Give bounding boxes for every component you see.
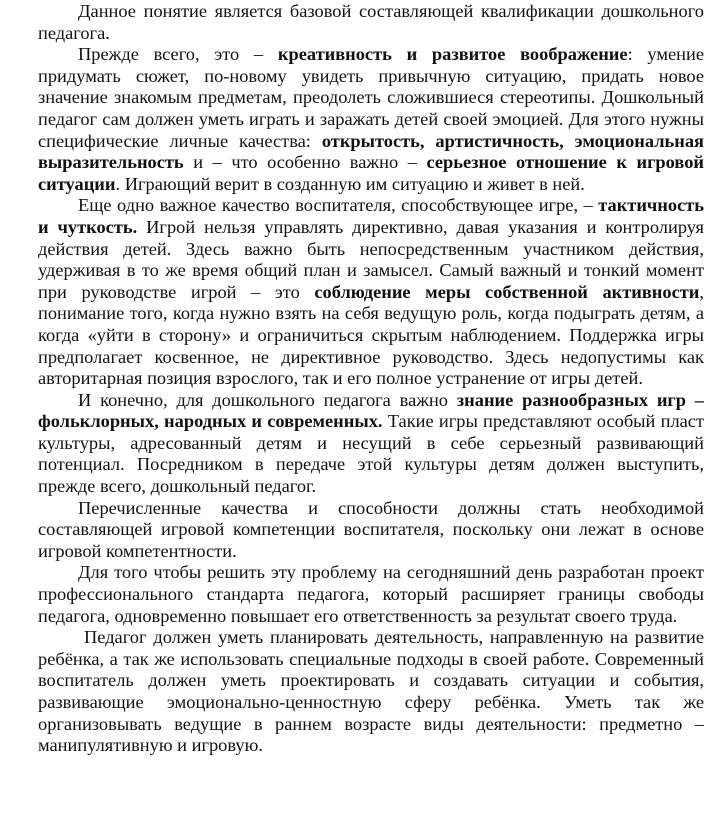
text-line bbox=[38, 368, 704, 390]
text-run: понимание того, когда нужно взять на себя ведущую роль, когда подыграть детям, а bbox=[38, 303, 704, 324]
text-line bbox=[38, 714, 704, 736]
text-run: Прежде всего, это – bbox=[78, 44, 278, 65]
text-run: организовывать ведущие в раннем возрасте виды деятельности: предметно – bbox=[38, 713, 704, 734]
text-line bbox=[38, 109, 704, 131]
text-line bbox=[38, 239, 704, 261]
paragraph-p5 bbox=[38, 498, 704, 563]
text-line bbox=[38, 282, 704, 304]
text-line bbox=[38, 174, 704, 196]
text-line bbox=[38, 541, 704, 563]
bold-phrase: и чуткость. bbox=[38, 216, 138, 237]
text-run: Игрой нельзя управлять директивно, давая указания и контролируя bbox=[137, 216, 704, 237]
text-run: Такие игры представляют особый пласт bbox=[382, 411, 704, 432]
text-line bbox=[38, 433, 704, 455]
text-line bbox=[38, 87, 704, 109]
text-line bbox=[38, 519, 704, 541]
text-run: : умение bbox=[627, 44, 704, 65]
text-run: культуры, адресованный детям и несущий в себе серьезный развивающий bbox=[38, 432, 704, 453]
text-line bbox=[38, 260, 704, 282]
text-line bbox=[38, 390, 704, 412]
text-run: специфические личные качества: bbox=[38, 130, 322, 151]
bold-phrase: креативность и развитое воображение bbox=[277, 44, 628, 65]
text-line bbox=[38, 476, 704, 498]
bold-phrase: тактичность bbox=[598, 195, 704, 216]
text-run: придумать сюжет, по-новому увидеть привычную ситуацию, придать новое bbox=[38, 65, 704, 86]
text-line bbox=[38, 1, 704, 23]
text-line bbox=[38, 735, 704, 757]
text-run: Данное понятие является базовой составляющей квалификации дошкольного bbox=[78, 1, 704, 21]
text-line bbox=[38, 66, 704, 88]
text-run: воспитатель должен уметь проектировать и создавать ситуации и события, bbox=[38, 670, 704, 691]
text-line bbox=[38, 131, 704, 153]
text-run: И конечно, для дошкольного педагога важно bbox=[78, 389, 457, 410]
text-run: манипулятивную и игровую. bbox=[38, 735, 263, 756]
text-run: значение знакомым предметам, преодолеть сложившиеся стереотипы. Дошкольный bbox=[38, 87, 704, 108]
text-run: Перечисленные качества и способности должны стать необходимой bbox=[78, 497, 704, 518]
paragraph-p2 bbox=[38, 44, 704, 195]
text-run: игровой компетентности. bbox=[38, 540, 237, 561]
text-run: развивающие эмоционально-ценностную сферу ребёнка. Уметь так же bbox=[38, 692, 704, 712]
paragraph-p1 bbox=[38, 1, 704, 44]
text-run: потенциал. Посредником в передаче этой культуры детям должен выступить, bbox=[38, 454, 704, 475]
text-line bbox=[38, 152, 704, 174]
text-line bbox=[38, 670, 704, 692]
text-line bbox=[38, 584, 704, 606]
bold-phrase: соблюдение меры собственной активности bbox=[314, 281, 700, 302]
text-run: ребёнка, а так же использовать специальные подходы в своей работе. Современный bbox=[38, 648, 704, 669]
text-line bbox=[38, 498, 704, 520]
text-run: действия детей. Здесь важно быть непосредственным участником действия, bbox=[38, 238, 704, 259]
paragraph-p6 bbox=[38, 562, 704, 627]
bold-phrase: ситуации bbox=[38, 173, 116, 194]
text-line bbox=[38, 649, 704, 671]
text-run: предполагает косвенное, не директивное руководство. Здесь недопустимы как bbox=[38, 346, 704, 367]
text-line bbox=[38, 303, 704, 325]
text-run: Еще одно важное качество воспитателя, способствующее игре, – bbox=[78, 195, 599, 216]
paragraph-p7 bbox=[38, 627, 704, 757]
text-run: при руководстве игрой – это bbox=[38, 281, 315, 302]
text-run: прежде всего, дошкольный педагог. bbox=[38, 476, 317, 497]
bold-phrase: выразительность bbox=[38, 152, 184, 173]
bold-phrase: фольклорных, народных и современных. bbox=[38, 411, 383, 432]
text-line bbox=[38, 627, 704, 649]
bold-phrase: знание разнообразных игр – bbox=[456, 389, 704, 410]
text-run: педагог сам должен уметь играть и заражать детей своей эмоцией. Для этого нужны bbox=[38, 108, 704, 129]
text-line bbox=[38, 347, 704, 369]
text-line bbox=[38, 44, 704, 66]
text-line bbox=[38, 325, 704, 347]
text-run: педагога, одновременно повышает его ответственность за результат своего труда. bbox=[38, 605, 678, 626]
text-run: Для того чтобы решить эту проблему на сегодняшний день разработан проект bbox=[78, 562, 704, 583]
text-run: авторитарная позиция взрослого, так и его полное устранение от игры детей. bbox=[38, 368, 643, 389]
text-run: педагога. bbox=[38, 22, 110, 43]
paragraph-p3 bbox=[38, 195, 704, 389]
paragraph-p4 bbox=[38, 390, 704, 498]
text-run: . Играющий верит в созданную им ситуацию и живет в ней. bbox=[115, 173, 585, 194]
text-run: Педагог должен уметь планировать деятельность, направленную на развитие bbox=[84, 627, 704, 648]
text-run: , bbox=[699, 281, 704, 302]
bold-phrase: серьезное отношение к игровой bbox=[426, 152, 704, 173]
text-line bbox=[38, 606, 704, 628]
text-line bbox=[38, 411, 704, 433]
text-line bbox=[38, 23, 704, 45]
text-run: удерживая в то же время общий план и замысел. Самый важный и тонкий момент bbox=[38, 260, 704, 281]
document-body bbox=[38, 0, 704, 757]
text-run: и – что особенно важно – bbox=[183, 152, 427, 173]
text-line bbox=[38, 692, 704, 714]
text-line bbox=[38, 562, 704, 584]
bold-phrase: открытость, артистичность, эмоциональная bbox=[321, 130, 704, 151]
text-line bbox=[38, 217, 704, 239]
text-run: профессионального стандарта педагога, который расширяет границы свободы bbox=[38, 584, 704, 605]
text-run: когда «уйти в сторону» и ограничиться скрытым наблюдением. Поддержка игры bbox=[38, 324, 704, 345]
text-line bbox=[38, 454, 704, 476]
text-line bbox=[38, 195, 704, 217]
text-run: составляющей игровой компетенции воспитателя, поскольку они лежат в основе bbox=[38, 519, 704, 540]
